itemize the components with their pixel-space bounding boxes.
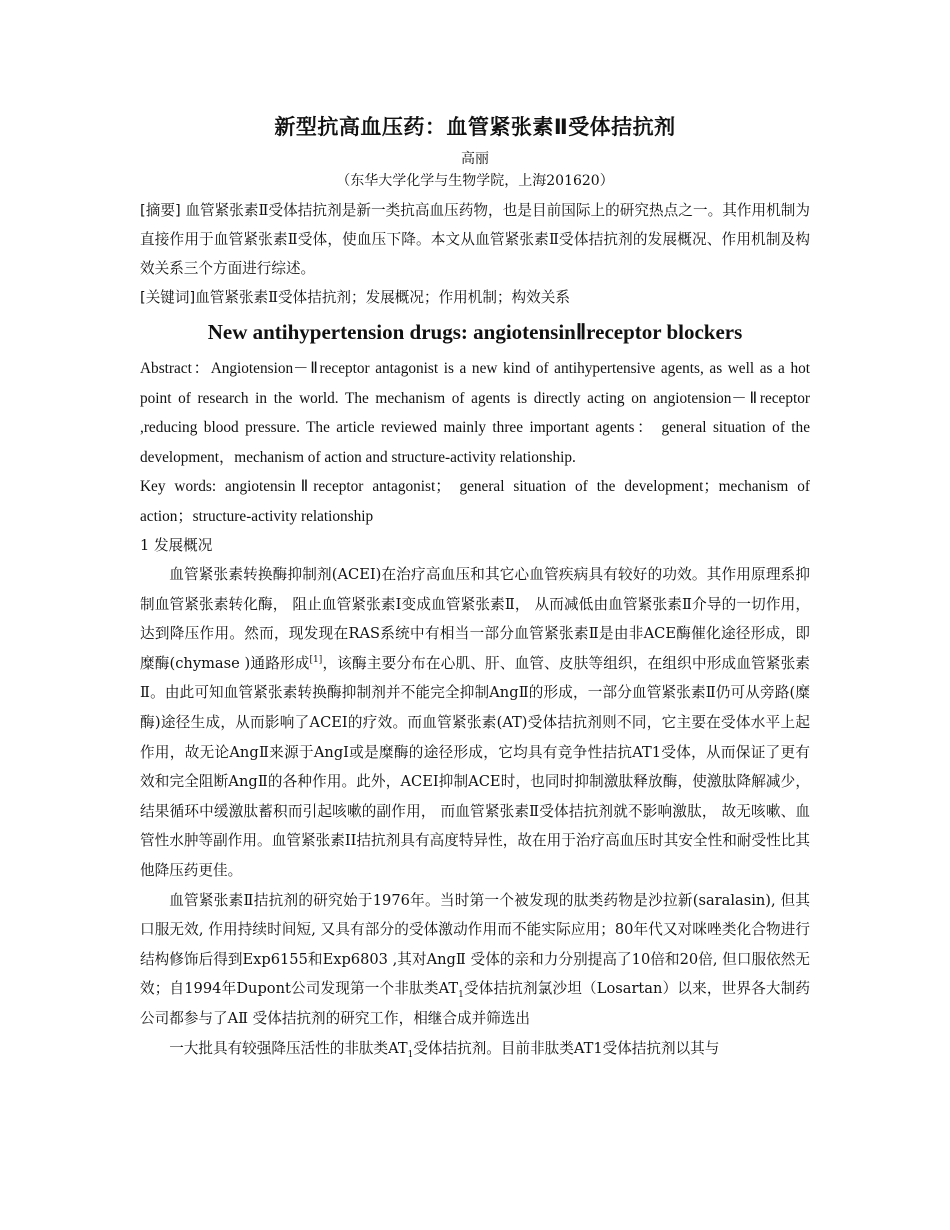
paper-page xyxy=(140,112,810,1063)
paragraph-text: ，该酶主要分布在心肌、肝、血管、皮肤等组织，在组织中形成血管紧张素Ⅱ。由此可知血管紧张素转换酶抑制剂并不能完全抑制AngⅡ的形成，一部分血管紧张素Ⅱ仍可从旁路(糜酶)途径生成，从而影响了ACEI的疗效。而血管紧张素(AT)受体拮抗剂则不同，它主要在受体水平上起作用，故无论AngⅡ来源于AngI或是糜酶的途径形成，它均具有竞争性拮抗AT1受体，从而保证了更有效和完全阻断AngⅡ的各种作用。此外，ACEI抑制ACE时，也同时抑制激肽释放酶，使激肽降解减少， 结果循环中缓激肽蓄积而引起咳嗽的副作用， 而血管紧张素Ⅱ受体拮抗剂就不影响激肽， 故无咳嗽、血管性水肿等副作用。血管紧张素II拮抗剂具有高度特异性，故在用于治疗高血压时其安全性和耐受性比其他降压药更佳。 xyxy=(140,654,810,879)
section-heading xyxy=(140,531,810,560)
subscript: 1 xyxy=(407,1049,414,1060)
english-title: New antihypertension drugs: angiotensinⅡreceptor blockers xyxy=(207,320,743,344)
paragraph-text: 血管紧张素Ⅱ拮抗剂的研究始于1976年。当时第一个被发现的肽类药物是沙拉新(saralasin), 但其口服无效, 作用持续时间短, 又具有部分的受体激动作用而不能实际应用；80年代又对咪唑类化合物进行结构修饰后得到Exp6155和Exp6803 ,其对AngⅡ 受体的亲和力分别提高了10倍和20倍, 但口服依然无效；自1994年Dupont公司发现第一个非肽类AT xyxy=(140,891,810,998)
english-keywords: Key words: angiotensinⅡreceptor antagonist； general situation of the development；mechanism of action；structure-activity relationship xyxy=(140,478,810,525)
keywords-text: 血管紧张素Ⅱ受体拮抗剂；发展概况；作用机制；构效关系 xyxy=(195,289,570,306)
citation-ref[interactable]: [1] xyxy=(309,654,323,665)
body-paragraph-2 xyxy=(140,886,810,1034)
chinese-abstract xyxy=(140,196,810,283)
section-number: 1 xyxy=(140,537,154,554)
paragraph-text: 血管紧张素转换酶抑制剂(ACEI)在治疗高血压和其它心血管疾病具有较好的功效。其作用原理系抑制血管紧张素转化酶， 阻止血管紧张素Ⅰ变成血管紧张素Ⅱ， 从而减低由血管紧张素Ⅱ介导的一切作用，达到降压作用。然而，现发现在RAS系统中有相当一部分血管紧张素Ⅱ是由非ACE酶催化途径形成，即糜酶(chymase )通路形成 xyxy=(140,566,810,672)
paper-title: 新型抗高血压药：血管紧张素Ⅱ受体拮抗剂 xyxy=(274,115,676,139)
body-paragraph-1 xyxy=(140,560,810,886)
abstract-label: [摘要] xyxy=(140,202,181,219)
chinese-keywords xyxy=(140,283,810,312)
author-name: 高丽 xyxy=(461,151,489,167)
body-paragraph-3 xyxy=(140,1034,810,1064)
section-title: 发展概况 xyxy=(153,537,213,554)
paragraph-text: 一大批具有较强降压活性的非肽类AT xyxy=(169,1039,408,1057)
paragraph-text: 受体拮抗剂。目前非肽类AT1受体拮抗剂以其与 xyxy=(413,1039,720,1057)
abstract-text: 血管紧张素Ⅱ受体拮抗剂是新一类抗高血压药物，也是目前国际上的研究热点之一。其作用机制为直接作用于血管紧张素Ⅱ受体，使血压下降。本文从血管紧张素Ⅱ受体拮抗剂的发展概况、作用机制及构效关系三个方面进行综述。 xyxy=(140,202,810,277)
author-affiliation: （东华大学化学与生物学院，上海201620） xyxy=(336,173,614,189)
english-abstract: Abstract：Angiotension－Ⅱreceptor antagonist is a new kind of antihypertensive agents, as well as a hot point of research in the world. The mechanism of agents is directly acting on angiotension－Ⅱreceptor ,reducing blood pressure. The article reviewed mainly three important agents： general situation of the development，mechanism of action and structure-activity relationship. xyxy=(140,360,810,466)
keywords-label: [关键词] xyxy=(140,289,196,306)
paragraph-text: 受体拮抗剂氯沙坦（Losartan）以来，世界各大制药公司都参与了AⅡ 受体拮抗剂的研究工作，相继合成并筛选出 xyxy=(140,980,810,1027)
subscript: 1 xyxy=(458,990,464,1001)
